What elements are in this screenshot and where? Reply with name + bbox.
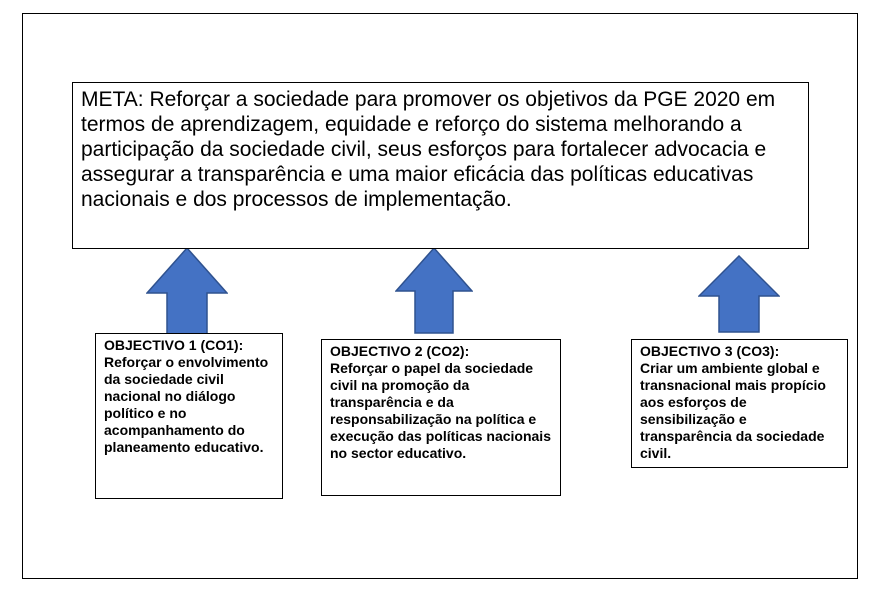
up-arrow-1-shape [147, 248, 227, 334]
objective-3-title: OBJECTIVO 3 (CO3): [640, 343, 780, 359]
up-arrow-3-shape [699, 256, 779, 332]
goal-box [72, 82, 809, 249]
up-arrow-3 [698, 255, 780, 333]
objective-box-3 [631, 339, 848, 468]
up-arrow-2 [395, 247, 473, 334]
objective-1-title: OBJECTIVO 1 (CO1): [104, 337, 244, 353]
up-arrow-2-shape [396, 248, 472, 333]
up-arrow-1 [146, 247, 228, 335]
objective-box-2 [321, 339, 561, 496]
goal-text: META: Reforçar a sociedade para promover os objetivos da PGE 2020 em termos de aprendizagem, equidade e reforço do sistema melhorando a participação da sociedade civil, seus esforços para fortalecer advocacia e assegurar a transparência e uma maior eficácia das políticas educativas nacionais e dos processos de implementação. [81, 88, 776, 211]
objective-2-text: Reforçar o papel da sociedade civil na promoção da transparência e da responsabilização na política e execução das políticas nacionais no sector educativo. [330, 360, 551, 461]
objective-3-text: Criar um ambiente global e transnacional mais propício aos esforços de sensibilização e transparência da sociedade civil. [640, 360, 826, 461]
objective-1-text: Reforçar o envolvimento da sociedade civil nacional no diálogo político e no acompanhamento do planeamento educativo. [104, 354, 269, 455]
objective-box-1 [95, 333, 283, 499]
objective-2-title: OBJECTIVO 2 (CO2): [330, 343, 470, 359]
